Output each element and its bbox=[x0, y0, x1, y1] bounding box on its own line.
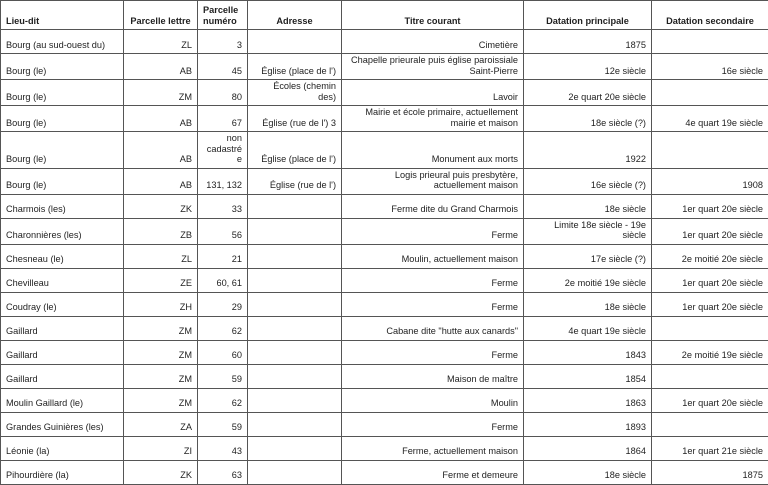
cell-lieu-dit: Bourg (le) bbox=[1, 54, 124, 80]
cell-parcelle-lettre: AB bbox=[124, 168, 198, 194]
cell-datation-principale: 18e siècle bbox=[524, 460, 652, 484]
cell-parcelle-numero: 21 bbox=[198, 244, 248, 268]
cell-lieu-dit: Charmois (les) bbox=[1, 194, 124, 218]
cell-titre-courant: Mairie et école primaire, actuellement mairie et maison bbox=[342, 106, 524, 132]
cell-datation-secondaire: 1908 bbox=[652, 168, 768, 194]
cell-lieu-dit: Bourg (le) bbox=[1, 132, 124, 169]
cell-adresse bbox=[248, 436, 342, 460]
table-body bbox=[1, 30, 768, 485]
cell-parcelle-lettre: ZM bbox=[124, 80, 198, 106]
table-row bbox=[1, 316, 768, 340]
table-row bbox=[1, 132, 768, 169]
cell-parcelle-numero: 43 bbox=[198, 436, 248, 460]
cell-parcelle-numero: 131, 132 bbox=[198, 168, 248, 194]
cell-datation-secondaire bbox=[652, 30, 768, 54]
cell-datation-secondaire bbox=[652, 412, 768, 436]
cell-datation-secondaire: 1er quart 20e siècle bbox=[652, 194, 768, 218]
column-header-parcelle-numero: Parcelle numéro bbox=[198, 1, 248, 30]
cell-parcelle-lettre: ZI bbox=[124, 436, 198, 460]
cell-titre-courant: Moulin, actuellement maison bbox=[342, 244, 524, 268]
cell-lieu-dit: Coudray (le) bbox=[1, 292, 124, 316]
cell-parcelle-lettre: ZE bbox=[124, 268, 198, 292]
cell-datation-principale: 16e siècle (?) bbox=[524, 168, 652, 194]
cell-titre-courant: Maison de maître bbox=[342, 364, 524, 388]
cell-datation-secondaire bbox=[652, 80, 768, 106]
cell-lieu-dit: Chesneau (le) bbox=[1, 244, 124, 268]
cell-datation-principale: 2e quart 20e siècle bbox=[524, 80, 652, 106]
table-row bbox=[1, 388, 768, 412]
cell-parcelle-lettre: AB bbox=[124, 106, 198, 132]
cell-titre-courant: Ferme bbox=[342, 218, 524, 244]
cell-lieu-dit: Bourg (le) bbox=[1, 80, 124, 106]
table-row bbox=[1, 168, 768, 194]
column-header-parcelle-lettre: Parcelle lettre bbox=[124, 1, 198, 30]
cell-lieu-dit: Bourg (au sud-ouest du) bbox=[1, 30, 124, 54]
cell-datation-principale: 1854 bbox=[524, 364, 652, 388]
cell-parcelle-numero: 67 bbox=[198, 106, 248, 132]
cell-titre-courant: Ferme, actuellement maison bbox=[342, 436, 524, 460]
cell-titre-courant: Moulin bbox=[342, 388, 524, 412]
cell-parcelle-lettre: ZM bbox=[124, 388, 198, 412]
cell-datation-principale: 1922 bbox=[524, 132, 652, 169]
cell-parcelle-numero: non cadastrée bbox=[198, 132, 248, 169]
cell-datation-principale: 1843 bbox=[524, 340, 652, 364]
cell-parcelle-numero: 80 bbox=[198, 80, 248, 106]
cell-adresse bbox=[248, 364, 342, 388]
cell-adresse: Église (place de l') bbox=[248, 132, 342, 169]
table-row bbox=[1, 30, 768, 54]
cell-datation-secondaire: 1875 bbox=[652, 460, 768, 484]
table-row bbox=[1, 364, 768, 388]
cell-datation-secondaire bbox=[652, 132, 768, 169]
table-row bbox=[1, 292, 768, 316]
table-row bbox=[1, 80, 768, 106]
cell-titre-courant: Ferme bbox=[342, 268, 524, 292]
cell-parcelle-numero: 59 bbox=[198, 412, 248, 436]
column-header-adresse: Adresse bbox=[248, 1, 342, 30]
cell-datation-principale: 2e moitié 19e siècle bbox=[524, 268, 652, 292]
cell-titre-courant: Logis prieural puis presbytère, actuellement maison bbox=[342, 168, 524, 194]
cell-parcelle-numero: 45 bbox=[198, 54, 248, 80]
cell-titre-courant: Lavoir bbox=[342, 80, 524, 106]
cell-parcelle-lettre: ZB bbox=[124, 218, 198, 244]
cell-lieu-dit: Gaillard bbox=[1, 316, 124, 340]
cell-lieu-dit: Gaillard bbox=[1, 340, 124, 364]
cell-adresse bbox=[248, 268, 342, 292]
cell-parcelle-lettre: ZA bbox=[124, 412, 198, 436]
cell-datation-principale: 12e siècle bbox=[524, 54, 652, 80]
cell-adresse bbox=[248, 388, 342, 412]
table-row bbox=[1, 412, 768, 436]
cell-titre-courant: Ferme bbox=[342, 412, 524, 436]
cell-datation-secondaire bbox=[652, 316, 768, 340]
cell-adresse bbox=[248, 460, 342, 484]
cell-lieu-dit: Charonnières (les) bbox=[1, 218, 124, 244]
cell-datation-principale: 4e quart 19e siècle bbox=[524, 316, 652, 340]
table-row bbox=[1, 268, 768, 292]
cell-datation-principale: 1863 bbox=[524, 388, 652, 412]
table-row bbox=[1, 54, 768, 80]
cell-datation-secondaire: 4e quart 19e siècle bbox=[652, 106, 768, 132]
cell-parcelle-numero: 59 bbox=[198, 364, 248, 388]
cell-parcelle-numero: 60, 61 bbox=[198, 268, 248, 292]
table-row bbox=[1, 340, 768, 364]
cell-parcelle-lettre: ZM bbox=[124, 364, 198, 388]
cell-adresse bbox=[248, 244, 342, 268]
cell-titre-courant: Chapelle prieurale puis église paroissiale Saint-Pierre bbox=[342, 54, 524, 80]
cell-adresse: Écoles (chemin des) bbox=[248, 80, 342, 106]
cell-datation-secondaire: 1er quart 20e siècle bbox=[652, 388, 768, 412]
cell-datation-principale: 18e siècle bbox=[524, 194, 652, 218]
cell-datation-principale: 18e siècle bbox=[524, 292, 652, 316]
cell-parcelle-numero: 60 bbox=[198, 340, 248, 364]
table-row bbox=[1, 436, 768, 460]
cell-titre-courant: Cabane dite "hutte aux canards" bbox=[342, 316, 524, 340]
cell-parcelle-lettre: AB bbox=[124, 54, 198, 80]
cell-datation-principale: 1875 bbox=[524, 30, 652, 54]
cell-datation-principale: 1864 bbox=[524, 436, 652, 460]
cell-lieu-dit: Bourg (le) bbox=[1, 168, 124, 194]
cell-adresse bbox=[248, 292, 342, 316]
column-header-datation-secondaire: Datation secondaire bbox=[652, 1, 768, 30]
cell-datation-secondaire bbox=[652, 364, 768, 388]
cell-parcelle-lettre: AB bbox=[124, 132, 198, 169]
cell-parcelle-numero: 62 bbox=[198, 316, 248, 340]
cell-adresse: Église (rue de l') 3 bbox=[248, 106, 342, 132]
cell-datation-secondaire: 2e moitié 19e siècle bbox=[652, 340, 768, 364]
cell-adresse: Église (place de l') bbox=[248, 54, 342, 80]
cell-parcelle-lettre: ZM bbox=[124, 316, 198, 340]
cell-parcelle-numero: 33 bbox=[198, 194, 248, 218]
cell-datation-secondaire: 16e siècle bbox=[652, 54, 768, 80]
cell-titre-courant: Ferme bbox=[342, 292, 524, 316]
cell-lieu-dit: Léonie (la) bbox=[1, 436, 124, 460]
cell-datation-secondaire: 2e moitié 20e siècle bbox=[652, 244, 768, 268]
cell-lieu-dit: Pihourdière (la) bbox=[1, 460, 124, 484]
table-header bbox=[1, 1, 768, 30]
cell-adresse bbox=[248, 316, 342, 340]
cell-parcelle-lettre: ZH bbox=[124, 292, 198, 316]
table-row bbox=[1, 244, 768, 268]
cell-parcelle-numero: 3 bbox=[198, 30, 248, 54]
column-header-lieu-dit: Lieu-dit bbox=[1, 1, 124, 30]
cell-lieu-dit: Chevilleau bbox=[1, 268, 124, 292]
cell-datation-secondaire: 1er quart 20e siècle bbox=[652, 218, 768, 244]
cell-adresse bbox=[248, 30, 342, 54]
cell-datation-principale: 1893 bbox=[524, 412, 652, 436]
cell-titre-courant: Ferme bbox=[342, 340, 524, 364]
column-header-datation-principale: Datation principale bbox=[524, 1, 652, 30]
cell-parcelle-numero: 63 bbox=[198, 460, 248, 484]
cell-parcelle-numero: 62 bbox=[198, 388, 248, 412]
cell-parcelle-numero: 29 bbox=[198, 292, 248, 316]
table-row bbox=[1, 106, 768, 132]
cell-titre-courant: Ferme dite du Grand Charmois bbox=[342, 194, 524, 218]
cell-parcelle-lettre: ZM bbox=[124, 340, 198, 364]
cell-datation-principale: 17e siècle (?) bbox=[524, 244, 652, 268]
cell-adresse bbox=[248, 412, 342, 436]
cell-lieu-dit: Grandes Guinières (les) bbox=[1, 412, 124, 436]
cell-parcelle-lettre: ZK bbox=[124, 194, 198, 218]
cell-datation-secondaire: 1er quart 20e siècle bbox=[652, 268, 768, 292]
cell-adresse: Église (rue de l') bbox=[248, 168, 342, 194]
cell-datation-secondaire: 1er quart 21e siècle bbox=[652, 436, 768, 460]
cell-titre-courant: Monument aux morts bbox=[342, 132, 524, 169]
cell-lieu-dit: Bourg (le) bbox=[1, 106, 124, 132]
cell-lieu-dit: Moulin Gaillard (le) bbox=[1, 388, 124, 412]
header-row bbox=[1, 1, 768, 30]
cell-parcelle-lettre: ZK bbox=[124, 460, 198, 484]
table-row bbox=[1, 194, 768, 218]
cell-adresse bbox=[248, 340, 342, 364]
cell-parcelle-lettre: ZL bbox=[124, 244, 198, 268]
cell-datation-principale: 18e siècle (?) bbox=[524, 106, 652, 132]
cell-adresse bbox=[248, 194, 342, 218]
table-row bbox=[1, 218, 768, 244]
cell-adresse bbox=[248, 218, 342, 244]
cell-datation-principale: Limite 18e siècle - 19e siècle bbox=[524, 218, 652, 244]
cell-parcelle-numero: 56 bbox=[198, 218, 248, 244]
cell-parcelle-lettre: ZL bbox=[124, 30, 198, 54]
cell-titre-courant: Ferme et demeure bbox=[342, 460, 524, 484]
cell-lieu-dit: Gaillard bbox=[1, 364, 124, 388]
cell-datation-secondaire: 1er quart 20e siècle bbox=[652, 292, 768, 316]
column-header-titre-courant: Titre courant bbox=[342, 1, 524, 30]
table-row bbox=[1, 460, 768, 484]
cell-titre-courant: Cimetière bbox=[342, 30, 524, 54]
